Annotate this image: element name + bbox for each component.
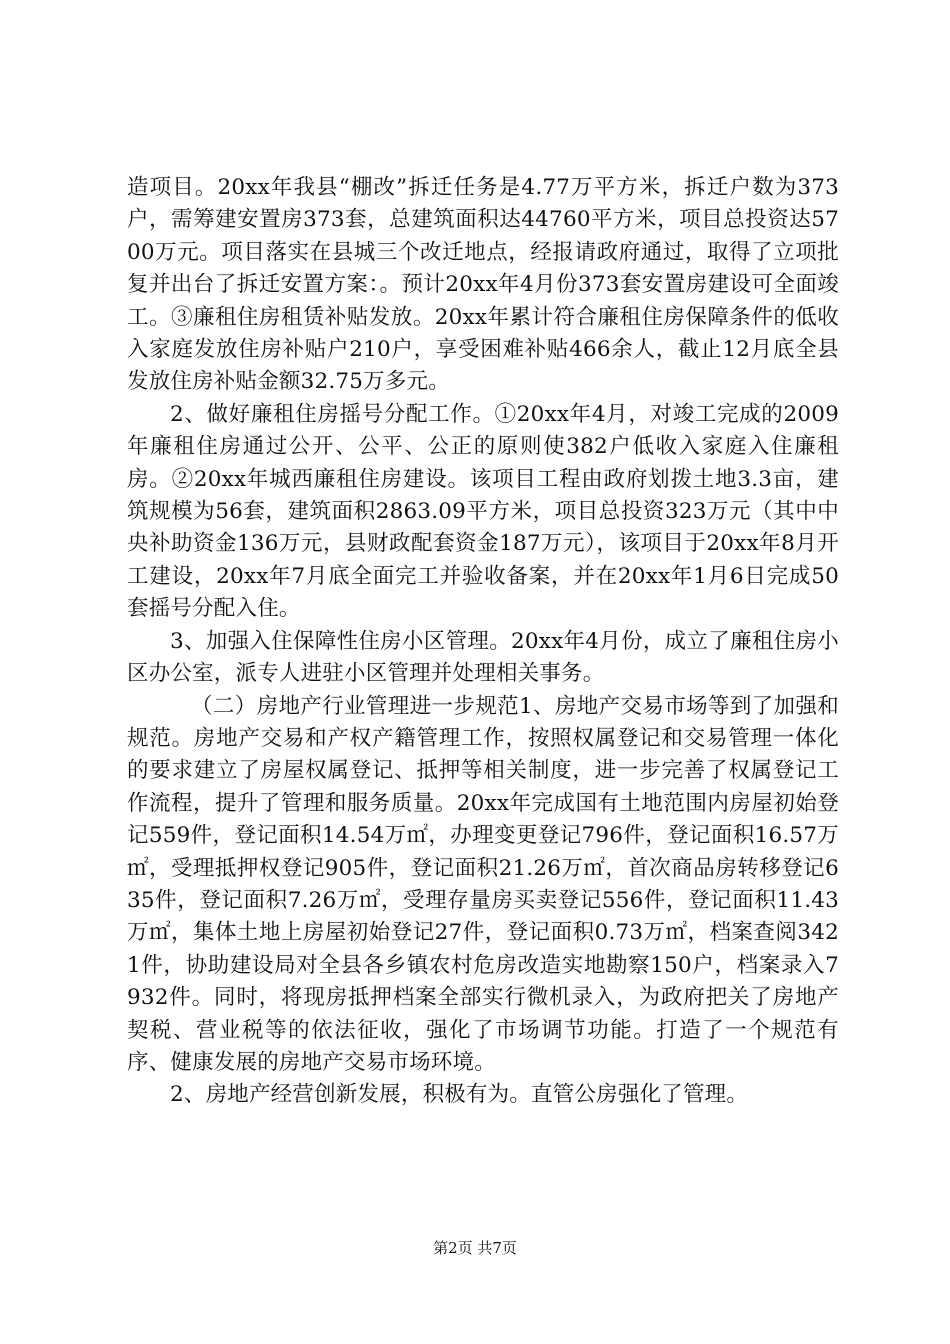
paragraph-real-estate-operation: 2、房地产经营创新发展，积极有为。直管公房强化了管理。: [170, 1082, 749, 1108]
paragraph-lottery-allocation: 2、做好廉租住房摇号分配工作。①20xx年4月，对竣工完成的2009年廉租住房通过公开、公平、公正的原则使382户低收入家庭入住廉租房。②20xx年城西廉租住房建设。该项目工程由政府划拨土地3.3亩，建筑规模为56套，建筑面积2863.09平方米，项目总投资323万元（其中中央补助资金136万元，县财政配套资金187万元），该项目于20xx年8月开工建设，20xx年7月底全面完工并验收备案，并在20xx年1月6日完成50套摇号分配入住。: [127, 401, 839, 622]
paragraph-continuation: 造项目。20xx年我县“棚改”拆迁任务是4.77万平方米，拆迁户数为373户，需筹建安置房373套，总建筑面积达44760平方米，项目总投资达5700万元。项目落实在县城三个改迁地点，经报请政府通过，取得了立项批复并出台了拆迁安置方案：。预计20xx年4月份373套安置房建设可全面竣工。③廉租住房租赁补贴发放。20xx年累计符合廉租住房保障条件的低收入家庭发放住房补贴户210户，享受困难补贴466余人，截止12月底全县发放住房补贴金额32.75万多元。: [127, 175, 839, 395]
paragraph-community-management: 3、加强入住保障性住房小区管理。20xx年4月份，成立了廉租住房小区办公室，派专人进驻小区管理并处理相关事务。: [127, 628, 839, 687]
page-footer: 第2页 共7页: [433, 1239, 517, 1257]
body-text: [127, 172, 839, 1112]
paragraph-real-estate-management: （二）房地产行业管理进一步规范1、房地产交易市场等到了加强和规范。房地产交易和产权产籍管理工作，按照权属登记和交易管理一体化的要求建立了房屋权属登记、抵押等相关制度，进一步完善了权属登记工作流程，提升了管理和服务质量。20xx年完成国有土地范围内房屋初始登记559件，登记面积14.54万㎡，办理变更登记796件，登记面积16.57万㎡，受理抵押权登记905件，登记面积21.26万㎡，首次商品房转移登记635件，登记面积7.26万㎡，受理存量房买卖登记556件，登记面积11.43万㎡，集体土地上房屋初始登记27件，登记面积0.73万㎡，档案查阅3421件，协助建设局对全县各乡镇农村危房改造实地勘察150户，档案录入7932件。同时，将现房抵押档案全部实行微机录入，为政府把关了房地产契税、营业税等的依法征收，强化了市场调节功能。打造了一个规范有序、健康发展的房地产交易市场环境。: [127, 693, 839, 1075]
